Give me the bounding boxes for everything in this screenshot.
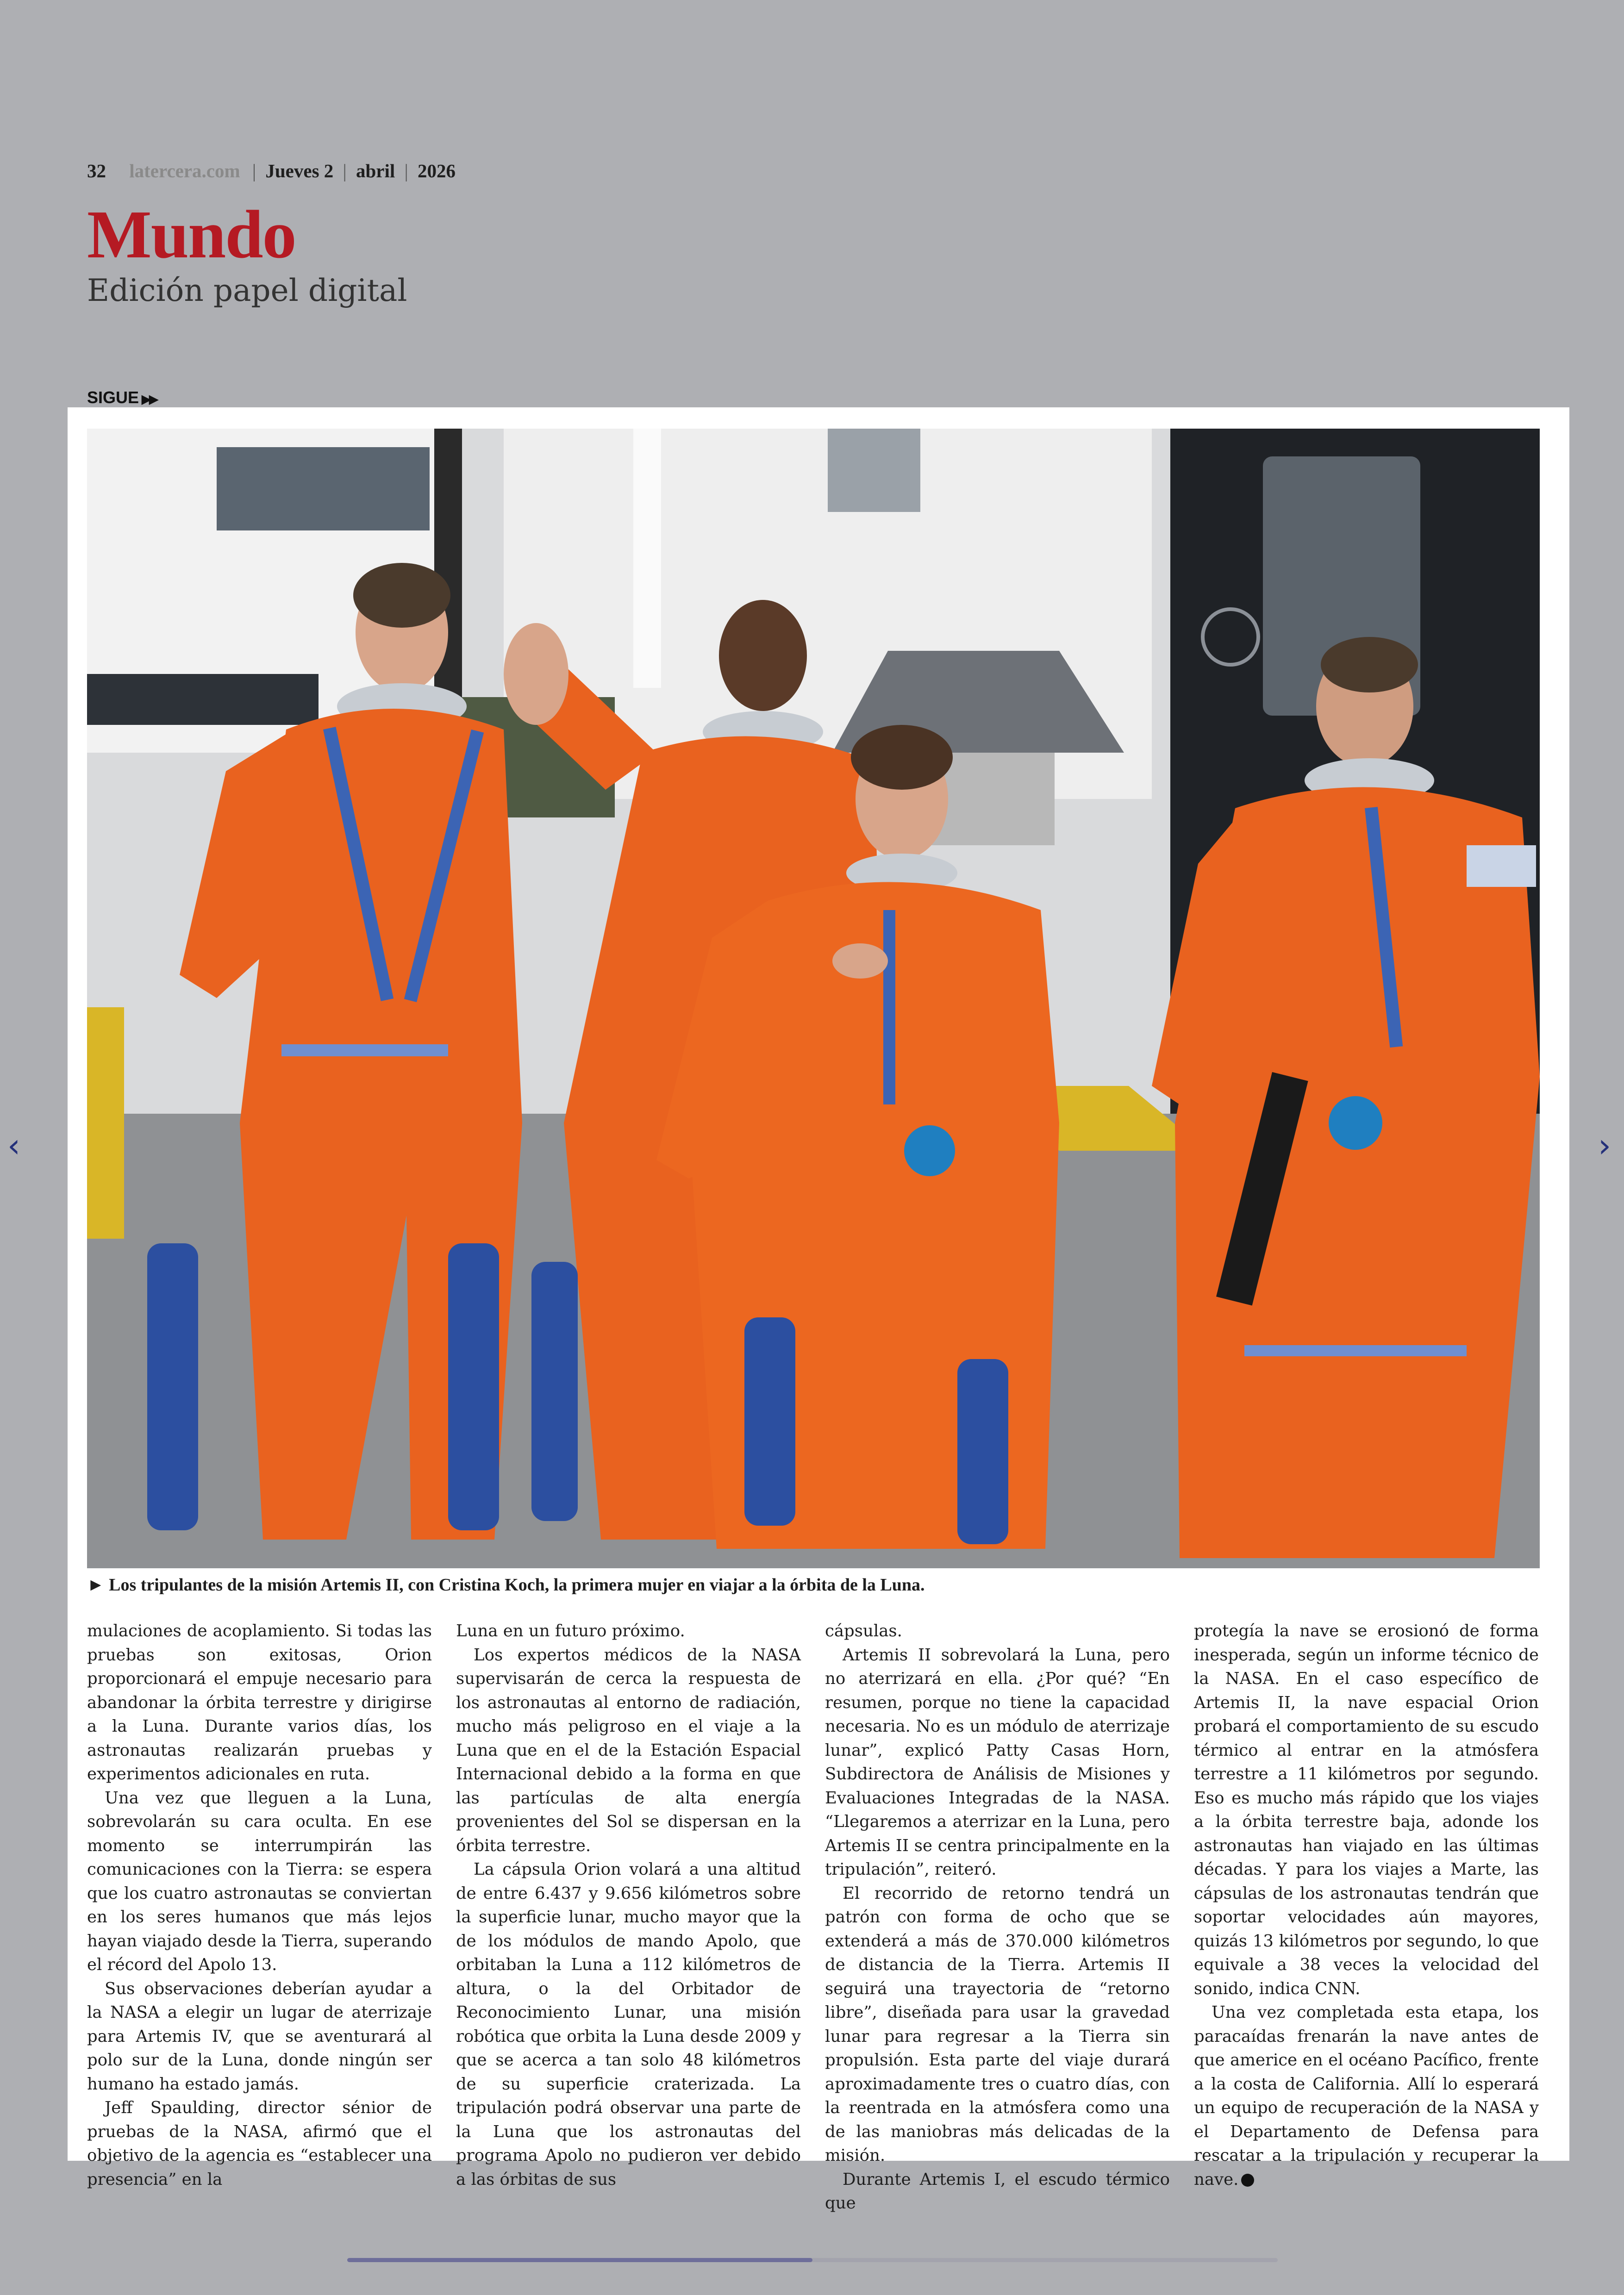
site-name: latercera.com xyxy=(129,160,240,181)
reading-progress-fill xyxy=(347,2258,812,2262)
paragraph: Durante Artemis I, el escudo térmico que xyxy=(825,2170,1170,2213)
text-column-4 xyxy=(1194,1619,1539,2215)
paragraph: Jeff Spaulding, director sénior de pruebas de la NASA, afirmó que el objetivo de la agencia es “establecer una presencia” en la xyxy=(87,2098,432,2189)
article-card xyxy=(68,407,1569,2213)
reading-progress-bar[interactable] xyxy=(347,2258,1278,2262)
text-column-1 xyxy=(87,1619,432,2215)
page-header xyxy=(87,160,456,308)
date-month: abril xyxy=(356,160,395,181)
paragraph: mulaciones de acoplamiento. Si todas las pruebas son exitosas, Orion proporcionará el empuje necesario para abandonar la órbita terrestre y dirigirse a la Luna. Durante varios días, los astronautas realizarán pruebas y experimentos adicionales en ruta. xyxy=(87,1621,432,1784)
end-of-article-icon xyxy=(1241,2174,1254,2187)
previous-page-button[interactable]: ‹ xyxy=(7,1127,20,1165)
page-number: 32 xyxy=(87,160,106,181)
text-column-3 xyxy=(825,1619,1170,2215)
next-page-button[interactable]: › xyxy=(1598,1127,1611,1165)
paragraph: Una vez completada esta etapa, los paracaídas frenarán la nave antes de que americe en el océano Pacífico, frente a la costa de California. Allí lo esperará un equipo de recuperación de la NASA y el Departamento de Defensa para rescatar a la tripulación y recuperar la nave. xyxy=(1194,2003,1539,2189)
paragraph: El recorrido de retorno tendrá un patrón con forma de ocho que se extenderá a más de 370.000 kilómetros de distancia de la Tierra. Artemis II seguirá una trayectoria de “retorno libre”, diseñada para usar la gravedad lunar para regresar a la Tierra sin propulsión. Esta parte del viaje durará aproximadamente tres o cuatro días, con la reentrada en la atmósfera como una de las maniobras más delicadas de la misión. xyxy=(825,1883,1170,2165)
continues-label: SIGUE ▶▶ xyxy=(87,388,157,407)
arrows-icon: ▶▶ xyxy=(142,392,157,406)
dateline: 32 latercera.com | Jueves 2 | abril | 2026 xyxy=(87,160,456,181)
photo-illustration xyxy=(87,429,1540,1568)
date-day: Jueves 2 xyxy=(265,160,334,181)
edition-subtitle: Edición papel digital xyxy=(87,273,407,308)
section-title: Mundo xyxy=(87,197,296,273)
photo-caption: ► Los tripulantes de la misión Artemis II, con Cristina Koch, la primera mujer en viajar a la órbita de la Luna. xyxy=(87,1575,925,1595)
paragraph: cápsulas. xyxy=(825,1621,902,1640)
text-column-2 xyxy=(456,1619,801,2215)
paragraph: Luna en un futuro próximo. xyxy=(456,1621,685,1640)
paragraph: Los expertos médicos de la NASA supervisarán de cerca la respuesta de los astronautas al entorno de radiación, mucho más peligroso en el viaje a la Luna que en el de la Estación Espacial Internacional debido a la forma en que las partículas de alta energía provenientes del Sol se dispersan en la órbita terrestre. xyxy=(456,1645,801,1855)
paragraph: Sus observaciones deberían ayudar a la NASA a elegir un lugar de aterrizaje para Artemis IV, que se aventurará al polo sur de la Luna, donde ningún ser humano ha estado jamás. xyxy=(87,1979,432,2094)
paragraph: Una vez que lleguen a la Luna, sobrevolarán su cara oculta. En ese momento se interrumpirán las comunicaciones con la Tierra: se espera que los cuatro astronautas se conviertan en los seres humanos que más lejos hayan viajado desde la Tierra, superando el récord del Apolo 13. xyxy=(87,1788,432,1974)
article-body xyxy=(87,1619,1540,2215)
date-year: 2026 xyxy=(418,160,456,181)
paragraph: La cápsula Orion volará a una altitud de entre 6.437 y 9.656 kilómetros sobre la superficie lunar, mucho mayor que la de los módulos de mando Apolo, que orbitaban la Luna a 112 kilómetros de altura, o la del Orbitador de Reconocimiento Lunar, una misión robótica que orbita la Luna desde 2009 y que se acerca a tan solo 48 kilómetros de su superficie craterizada. La tripulación podrá observar una parte de la Luna que los astronautas del programa Apolo no pudieron ver debido a las órbitas de sus xyxy=(456,1860,801,2189)
astronauts-photo xyxy=(87,429,1540,1568)
paragraph: protegía la nave se erosionó de forma inesperada, según un informe técnico de la NASA. En el caso específico de Artemis II, la nave espacial Orion probará el comportamiento de su escudo térmico al entrar en la atmósfera terrestre a 11 kilómetros por segundo. Eso es mucho más rápido que los viajes a la órbita terrestre baja, adonde los astronautas han viajado en las últimas décadas. Y para los viajes a Marte, las cápsulas de los astronautas tendrán que soportar velocidades aún mayores, quizás 13 kilómetros por segundo, lo que equivale a 38 veces la velocidad del sonido, indica CNN. xyxy=(1194,1621,1539,1998)
paragraph: Artemis II sobrevolará la Luna, pero no aterrizará en ella. ¿Por qué? “En resumen, porque no tiene la capacidad necesaria. No es un módulo de aterrizaje lunar”, explicó Patty Casas Horn, Subdirectora de Análisis de Misiones y Evaluaciones Integradas de la NASA. “Llegaremos a aterrizar en la Luna, pero Artemis II se centra principalmente en la tripulación”, reiteró. xyxy=(825,1645,1170,1879)
